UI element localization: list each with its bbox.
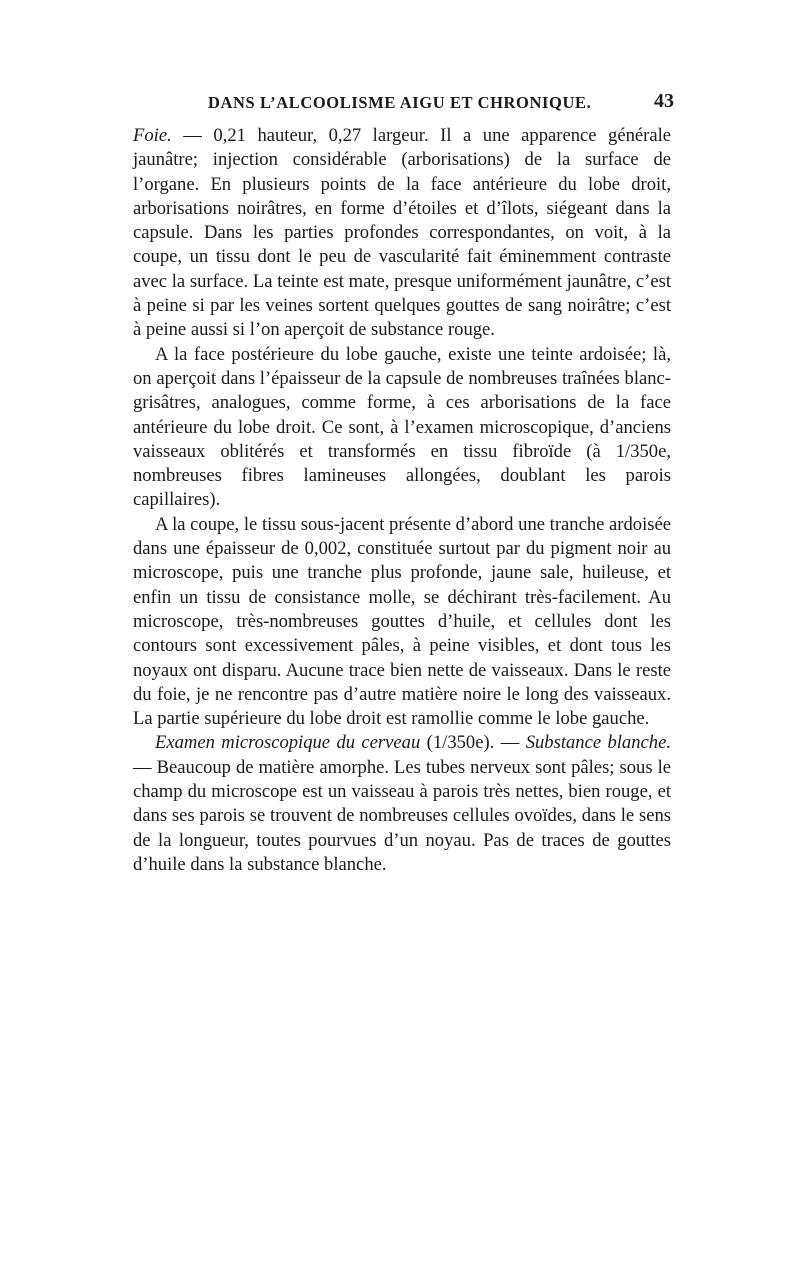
- paragraph-text: A la coupe, le tissu sous-jacent présente d’abord une tranche ardoisée dans une épaisseur de 0,002, constituée surtout par du pigment noir au microscope, puis une tranche plus profonde, jaune sale, huileuse, et enfin un tissu de consistance molle, se déchirant très-facilement. Au microscope, très-nombreuses gouttes d’huile, et cellules dont les contours sont excessivement pâles, à peine visibles, et dont tous les noyaux ont disparu. Aucune trace bien nette de vaisseaux. Dans le reste du foie, je ne rencontre pas d’autre matière noire le long des vaisseaux. La partie supérieure du lobe droit est ramollie comme le lobe gauche.: [133, 513, 671, 730]
- running-title: DANS L’ALCOOLISME AIGU ET CHRONIQUE.: [208, 93, 592, 112]
- paragraph-lead: Examen microscopique du cerveau: [155, 732, 421, 754]
- paragraph-examen-cerveau: [133, 731, 671, 877]
- paragraph-lead-substance: Substance blanche.: [525, 732, 671, 754]
- body-text: [133, 124, 671, 877]
- paragraph-coupe: [133, 513, 671, 732]
- running-head: [134, 90, 674, 119]
- paragraph-text: — 0,21 hauteur, 0,27 largeur. Il a une apparence générale jaunâtre; injection considérable (arborisations) de la surface de l’organe. En plusieurs points de la face antérieure du lobe droit, arborisations noirâtres, en forme d’étoiles et d’îlots, siégeant dans la capsule. Dans les parties profondes correspondantes, on voit, à la coupe, un tissu dont le peu de vascularité fait éminemment contraste avec la surface. La teinte est mate, presque uniformément jaunâtre, c’est à peine si par les veines sortent quelques gouttes de sang noirâtre; c’est à peine aussi si l’on aperçoit de substance rouge.: [133, 125, 671, 341]
- page-number: 43: [654, 90, 674, 112]
- paragraph-foie: [133, 124, 671, 343]
- paragraph-text-substance: — Beaucoup de matière amorphe. Les tubes nerveux sont pâles; sous le champ du microscope est un vaisseau à parois très nettes, bien rouge, et dans ses parois se trouvent de nombreuses cellules ovoïdes, dans le sens de la longueur, toutes pourvues d’un noyau. Pas de traces de gouttes d’huile dans la substance blanche.: [133, 756, 671, 875]
- paragraph-text: (1/350e). —: [420, 732, 526, 754]
- paragraph-text: A la face postérieure du lobe gauche, existe une teinte ardoisée; là, on aperçoit dans l’épaisseur de la capsule de nombreuses traînées blanc-grisâtres, analogues, comme forme, à ces arborisations de la face antérieure du lobe droit. Ce sont, à l’examen microscopique, d’anciens vaisseaux oblitérés et transformés en tissu fibroïde (à 1/350e, nombreuses fibres lamineuses allongées, doublant les parois capillaires).: [133, 343, 671, 511]
- paragraph-lead: Foie.: [133, 125, 172, 146]
- paragraph-face-posterieure: [133, 343, 671, 513]
